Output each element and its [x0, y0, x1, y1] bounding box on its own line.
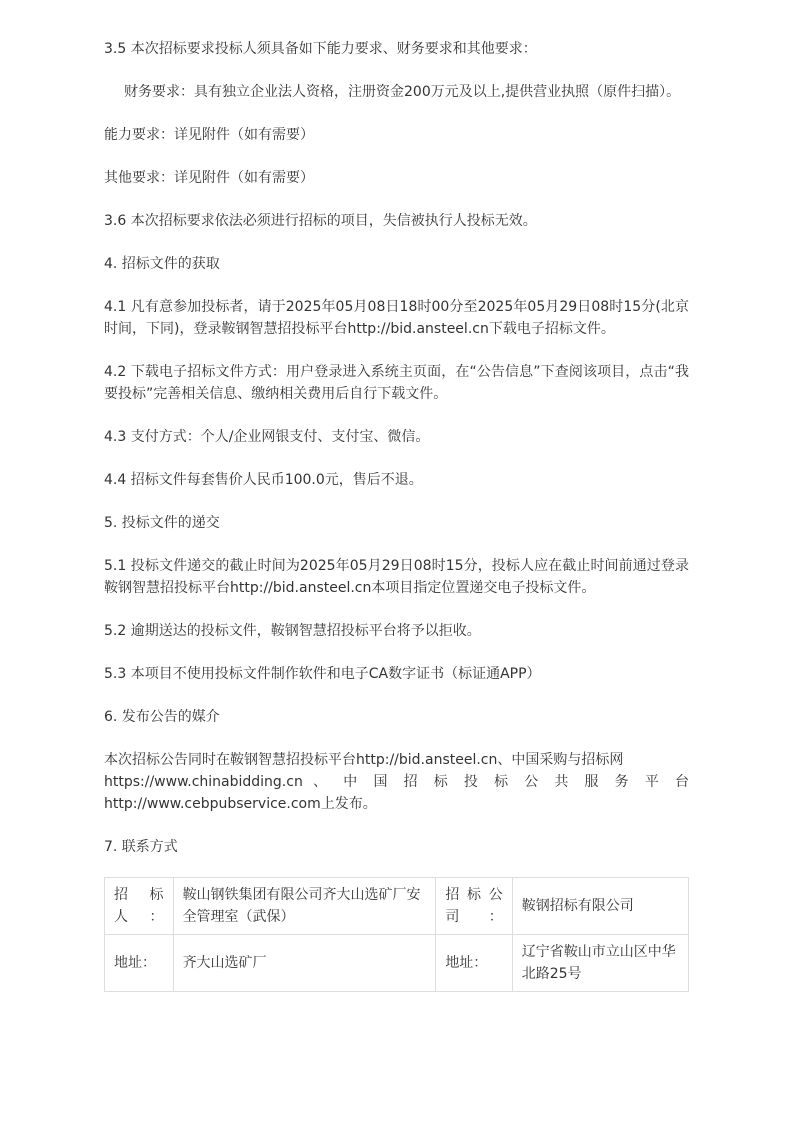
section-4-1: 4.1 凡有意参加投标者，请于2025年05月08日18时00分至2025年05月29日08时15分(北京时间，下同)，登录鞍钢智慧招投标平台http://bid.ansteel.cn下载电子招标文件。: [104, 299, 689, 337]
section-4-4: 4.4 招标文件每套售价人民币100.0元，售后不退。: [104, 472, 423, 488]
section-4-heading: 4. 招标文件的获取: [104, 256, 220, 272]
tenderer-value: 鞍山钢铁集团有限公司齐大山选矿厂安全管理室（武保）: [173, 878, 436, 935]
address-label-agency: 地址：: [436, 935, 512, 992]
section-3-6: 3.6 本次招标要求依法必须进行招标的项目，失信被执行人投标无效。: [104, 213, 537, 229]
table-row: [105, 935, 689, 992]
address-value-agency: 辽宁省鞍山市立山区中华北路25号: [512, 935, 688, 992]
section-5-heading: 5. 投标文件的递交: [104, 515, 220, 531]
address-label-tenderer: 地址：: [105, 935, 174, 992]
media-line-3: http://www.cebpubservice.com上发布。: [104, 796, 377, 812]
other-requirement: 其他要求：详见附件（如有需要）: [104, 170, 314, 186]
document-page: [104, 38, 689, 992]
tenderer-label: 招 标 人：: [105, 878, 174, 935]
section-5-3: 5.3 本项目不使用投标文件制作软件和电子CA数字证书（标证通APP）: [104, 666, 541, 682]
contact-table: [104, 877, 689, 992]
media-line-2: https://www.chinabidding.cn 、 中 国 招 标 投 标 公 共 服 务 平 台: [104, 774, 689, 790]
section-4-2: 4.2 下载电子招标文件方式：用户登录进入系统主页面，在“公告信息”下查阅该项目，点击“我要投标”完善相关信息、缴纳相关费用后自行下载文件。: [104, 364, 689, 402]
section-3-5-heading: 3.5 本次招标要求投标人须具备如下能力要求、财务要求和其他要求：: [104, 41, 537, 57]
section-7-heading: 7. 联系方式: [104, 839, 178, 855]
section-6-heading: 6. 发布公告的媒介: [104, 709, 220, 725]
agency-value: 鞍钢招标有限公司: [512, 878, 688, 935]
section-5-1: 5.1 投标文件递交的截止时间为2025年05月29日08时15分，投标人应在截止时间前通过登录鞍钢智慧招投标平台http://bid.ansteel.cn本项目指定位置递交电子投标文件。: [104, 558, 689, 596]
media-paragraph: [104, 749, 689, 815]
section-5-2: 5.2 逾期送达的投标文件，鞍钢智慧招投标平台将予以拒收。: [104, 623, 481, 639]
financial-requirement: 财务要求：具有独立企业法人资格，注册资金200万元及以上,提供营业执照（原件扫描）。: [124, 84, 681, 100]
agency-label: 招 标 公 司：: [436, 878, 512, 935]
section-4-3: 4.3 支付方式：个人/企业网银支付、支付宝、微信。: [104, 429, 430, 445]
media-line-1: 本次招标公告同时在鞍钢智慧招投标平台http://bid.ansteel.cn、中国采购与招标网: [104, 752, 624, 768]
address-value-tenderer: 齐大山选矿厂: [173, 935, 436, 992]
capability-requirement: 能力要求：详见附件（如有需要）: [104, 127, 314, 143]
table-row: [105, 878, 689, 935]
